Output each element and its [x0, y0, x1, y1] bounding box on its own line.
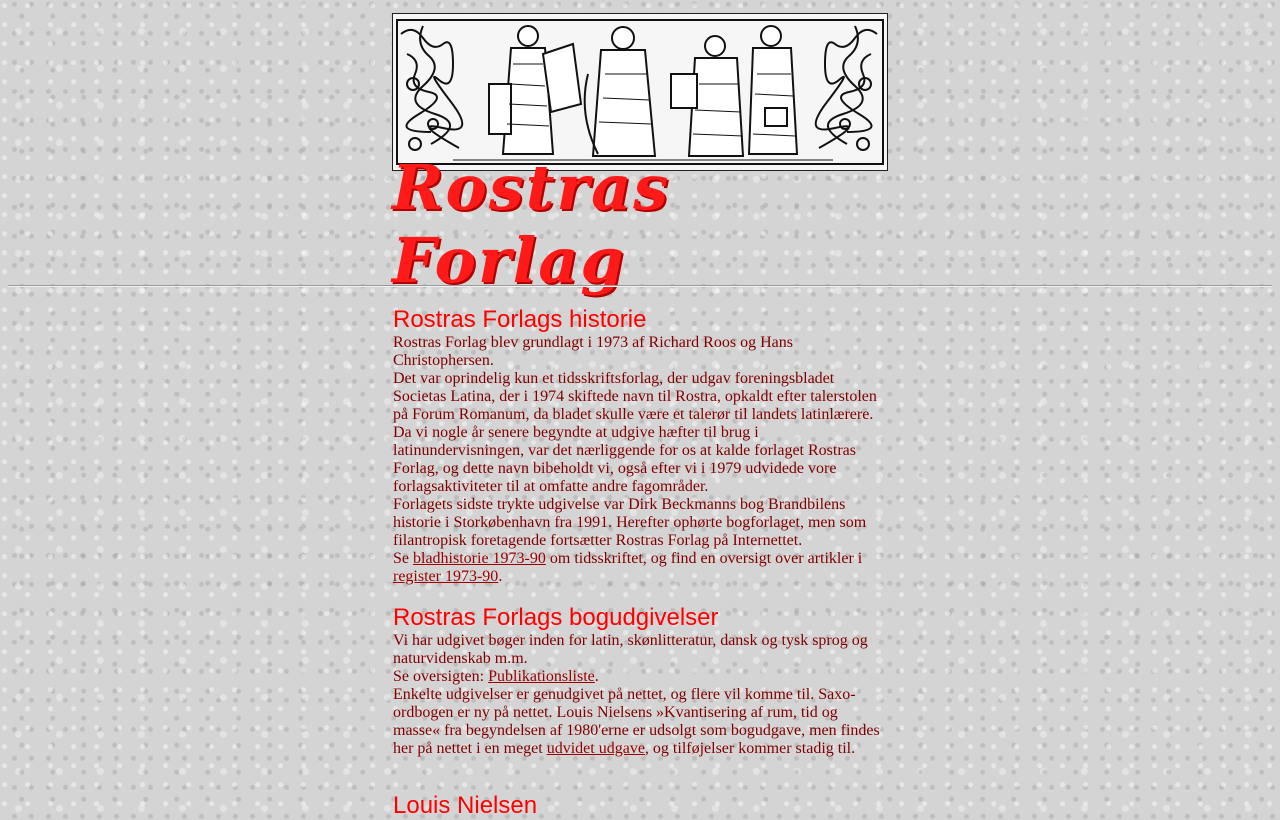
books-see-text: Se oversigten: [393, 668, 489, 685]
louis-nielsen-heading: Louis Nielsen [393, 792, 538, 819]
horizontal-divider [8, 285, 1272, 287]
books-paragraph-1: Vi har udgivet bøger inden for latin, skønlitteratur, dansk og tysk sprog og naturvidenskab m.m. [393, 632, 868, 667]
books-paragraph-2 [393, 668, 885, 686]
publikationsliste-link[interactable]: Publikationsliste [488, 668, 595, 685]
books-p3-end-text: , og tilføjelser kommer stadig til. [644, 740, 856, 757]
register-link[interactable]: register 1973-90 [393, 568, 499, 585]
books-heading: Rostras Forlags bogudgivelser [393, 604, 719, 631]
medieval-relief-illustration-icon [393, 14, 887, 170]
history-paragraph-4 [393, 550, 885, 586]
udvidet-udgave-link[interactable]: udvidet udgave [546, 740, 645, 757]
site-logo [392, 151, 888, 297]
medieval-relief-banner [392, 13, 888, 171]
logo-text: Rostras Forlag [392, 151, 671, 297]
history-paragraph-3: Forlagets sidste trykte udgivelse var Dirk Beckmanns bog Brandbilens historie i Storkøbenhavn fra 1991. Herefter ophørte bogforlaget, men som filantropisk foretagende fortsætter Rostras Forlag på Internettet. [393, 496, 867, 549]
books-p3-text: Enkelte udgivelser er genudgivet på nettet, og flere vil komme til. Saxo-ordbogen er ny på nettet. Louis Nielsens »Kvantisering af rum, tid og masse« fra begyndelsen af 1980'erne er udsolgt som bogudgave, men findes her på nettet i en meget [393, 686, 880, 757]
history-paragraph-2: Det var oprindelig kun et tidsskriftsforlag, der udgav foreningsbladet Societas Latina, der i 1974 skiftede navn til Rostra, opkaldt efter talerstolen på Forum Romanum, da bladet skulle være et talerør til landets latinlærere. Da vi nogle år senere begyndte at udgive hæfter til brug i latinundervisningen, var det nærliggende for os at kalde forlaget Rostras Forlag, og dette navn bibeholdt vi, også efter vi i 1979 udvidede vore forlagsaktiviteter til at omfatte andre fagområder. [393, 370, 877, 495]
history-heading: Rostras Forlags historie [393, 306, 647, 333]
books-section [393, 604, 885, 758]
main-content [393, 306, 885, 820]
history-section [393, 306, 885, 586]
bladhistorie-link[interactable]: bladhistorie 1973-90 [413, 550, 546, 567]
books-paragraph-3 [393, 686, 885, 758]
history-see-text: Se [393, 550, 413, 567]
history-end-text: . [498, 568, 503, 585]
louis-nielsen-section [393, 792, 885, 820]
history-mid-text: om tidsskriftet, og find en oversigt over artikler i [545, 550, 863, 567]
books-p2-end-text: . [594, 668, 599, 685]
history-paragraph-1: Rostras Forlag blev grundlagt i 1973 af Richard Roos og Hans Christophersen. [393, 334, 793, 369]
